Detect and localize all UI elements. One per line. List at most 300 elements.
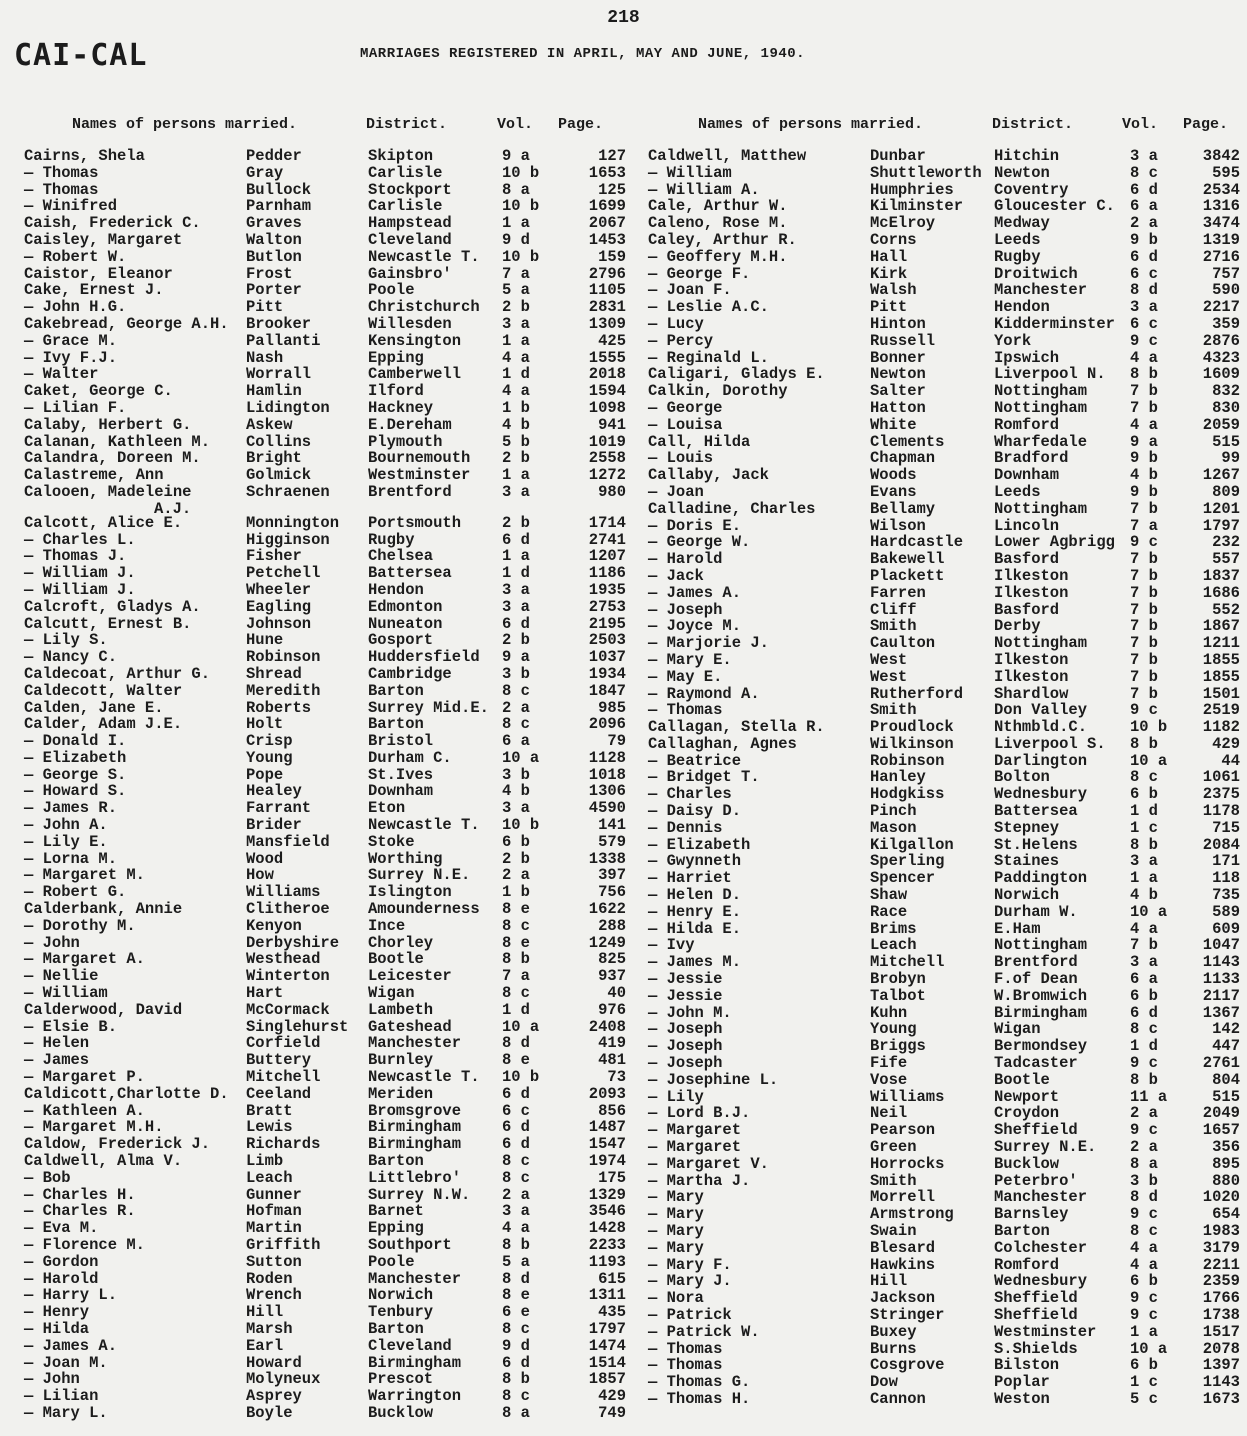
district-name: Wigan [994, 1020, 1041, 1039]
spouse-surname: Mitchell [870, 953, 945, 972]
person-name: Calandra, Doreen M. [24, 449, 201, 468]
register-entry [648, 1324, 1247, 1341]
spouse-surname: Morrell [870, 1188, 936, 1207]
register-entry [648, 1089, 1247, 1106]
register-entry [24, 215, 624, 232]
spouse-surname: Bright [246, 449, 302, 468]
page-ref: 985 [598, 698, 626, 717]
register-entry [24, 316, 624, 333]
volume: 3 b [502, 664, 530, 683]
person-name: — Dorothy M. [24, 916, 136, 935]
district-name: Meriden [368, 1084, 434, 1103]
district-name: Peterbro' [994, 1171, 1078, 1190]
person-name: — Joyce M. [648, 617, 742, 636]
spouse-surname: Buttery [246, 1051, 312, 1070]
district-header: District. [992, 116, 1074, 133]
volume: 7 b [1130, 550, 1158, 569]
page-ref: 1686 [1202, 583, 1240, 602]
page-ref: 1306 [588, 782, 626, 801]
district-name: Kensington [368, 331, 462, 350]
page-ref: 1766 [1202, 1289, 1240, 1308]
volume: 8 e [502, 1051, 530, 1070]
district-name: Wednesbury [994, 1272, 1088, 1291]
volume: 8 c [1130, 1222, 1158, 1240]
spouse-surname: Wilson [870, 516, 926, 535]
volume: 8 c [502, 715, 530, 734]
person-name: Calcroft, Gladys A. [24, 597, 201, 616]
volume: 6 d [502, 1118, 530, 1137]
person-name: — Thomas J. [24, 547, 127, 566]
district-name: Portsmouth [368, 513, 462, 532]
register-entry [648, 266, 1247, 283]
register-entry [24, 683, 624, 700]
spouse-surname: Higginson [246, 530, 330, 549]
district-name: Leicester [368, 967, 452, 986]
district-name: Edmonton [368, 597, 443, 616]
district-name: Amounderness [368, 900, 480, 919]
volume: 6 c [502, 1101, 530, 1120]
spouse-surname: Chapman [870, 449, 936, 468]
spouse-surname: Shread [246, 664, 302, 683]
volume: 6 c [1130, 264, 1158, 283]
volume: 7 b [1130, 617, 1158, 636]
volume: 9 c [1130, 1289, 1158, 1308]
register-entry [24, 767, 624, 784]
district-name: Weston [994, 1389, 1050, 1408]
district-header: District. [366, 116, 448, 133]
district-name: Newport [994, 1087, 1060, 1106]
vol-header: Vol. [497, 116, 534, 133]
register-entry [648, 786, 1247, 803]
district-name: Lower Agbrigg [994, 533, 1115, 552]
spouse-surname: Lewis [246, 1118, 293, 1137]
district-name: Wigan [368, 984, 415, 1003]
person-name: — Eva M. [24, 1219, 99, 1238]
district-name: Leeds [994, 230, 1041, 249]
volume: 10 a [1130, 1339, 1168, 1358]
volume: 4 a [1130, 348, 1158, 367]
spouse-surname: Briggs [870, 1037, 926, 1056]
person-name: — Kathleen A. [24, 1101, 145, 1120]
district-name: Carlisle [368, 197, 443, 216]
spouse-surname: Hune [246, 631, 284, 650]
register-entry [648, 299, 1247, 316]
spouse-surname: Pinch [870, 802, 917, 821]
district-name: Darlington [994, 751, 1088, 770]
register-entry [24, 750, 624, 767]
person-name: — Thomas G. [648, 1373, 751, 1392]
register-entry [24, 548, 624, 565]
spouse-surname: Williams [870, 1087, 945, 1106]
volume: 5 a [502, 1252, 530, 1271]
person-name: — Nora [648, 1289, 704, 1308]
person-name: — Martha J. [648, 1171, 751, 1190]
page-ref: 2117 [1202, 986, 1240, 1005]
spouse-surname: Evans [870, 482, 917, 501]
page-ref: 980 [598, 482, 626, 501]
volume: 7 b [1130, 684, 1158, 703]
person-name: — Raymond A. [648, 684, 760, 703]
register-entry [648, 282, 1247, 299]
page-ref: 1657 [1202, 1121, 1240, 1140]
register-entry [24, 800, 624, 817]
volume: 4 b [1130, 886, 1158, 905]
spouse-surname: Hatton [870, 398, 926, 417]
register-entry [648, 669, 1247, 686]
person-name: — Winifred [24, 197, 118, 216]
person-name: — Jack [648, 566, 704, 585]
page-ref: 1019 [588, 432, 626, 451]
volume: 8 d [1130, 1188, 1158, 1207]
district-name: Cleveland [368, 230, 452, 249]
spouse-surname: Earl [246, 1336, 284, 1355]
person-name: Caistor, Eleanor [24, 264, 173, 283]
person-name: — James A. [648, 583, 742, 602]
spouse-surname: Salter [870, 382, 926, 401]
district-name: Ilkeston [994, 667, 1069, 686]
register-entry [24, 901, 624, 918]
register-entry [24, 232, 624, 249]
person-name: Calcott, Alice E. [24, 513, 183, 532]
spouse-surname: Woods [870, 466, 917, 485]
person-name: — Henry E. [648, 902, 742, 921]
person-name: — Louis [648, 449, 714, 468]
page-ref: 2408 [588, 1017, 626, 1036]
spouse-surname: Hanley [870, 768, 926, 787]
district-name: Poole [368, 281, 415, 300]
page-ref: 1699 [588, 197, 626, 216]
register-entry [24, 985, 624, 1002]
register-entry [648, 820, 1247, 837]
district-name: Skipton [368, 147, 434, 165]
spouse-surname: Griffith [246, 1236, 321, 1254]
register-entry [648, 971, 1247, 988]
register-entry [648, 1240, 1247, 1257]
page-header: Page. [1183, 116, 1229, 133]
person-name: Call, Hilda [648, 432, 751, 451]
register-entry [648, 1341, 1247, 1358]
spouse-surname: Kenyon [246, 916, 302, 935]
volume: 5 c [1130, 1389, 1158, 1408]
spouse-surname: Farren [870, 583, 926, 602]
district-name: Nuneaton [368, 614, 443, 633]
district-name: F.of Dean [994, 970, 1078, 989]
volume: 6 d [1130, 1003, 1158, 1022]
register-entry [24, 266, 624, 283]
register-entry [24, 1002, 624, 1019]
district-name: Barton [368, 681, 424, 700]
volume: 3 a [502, 799, 530, 818]
spouse-surname: Green [870, 1138, 917, 1157]
person-name: Cake, Ernest J. [24, 281, 164, 300]
person-name: — Helen D. [648, 886, 742, 905]
page-ref: 1855 [1202, 650, 1240, 669]
page-ref: 1133 [1202, 970, 1240, 989]
district-name: Epping [368, 1219, 424, 1238]
register-entry [648, 1189, 1247, 1206]
district-name: Bucklow [368, 1403, 434, 1422]
page-ref: 941 [598, 415, 626, 434]
district-name: Nottingham [994, 634, 1088, 653]
spouse-surname: Monnington [246, 513, 340, 532]
district-name: Birmingham [368, 1353, 462, 1372]
district-name: Hitchin [994, 147, 1060, 165]
register-entry [24, 1035, 624, 1052]
person-name: — Florence M. [24, 1236, 145, 1254]
volume: 8 e [502, 933, 530, 952]
district-name: Ilkeston [994, 566, 1069, 585]
person-name: — George [648, 398, 723, 417]
district-name: Newcastle T. [368, 816, 480, 835]
person-name: — Margaret M.H. [24, 1118, 164, 1137]
person-name: — Robert W. [24, 247, 127, 266]
register-entry [648, 736, 1247, 753]
person-name: — Thomas [648, 1356, 723, 1375]
district-name: Cambridge [368, 664, 452, 683]
district-name: Romford [994, 1255, 1060, 1274]
volume: 1 b [502, 398, 530, 417]
person-name: — Josephine L. [648, 1070, 779, 1089]
person-name: Caldow, Frederick J. [24, 1135, 211, 1154]
register-entry [24, 532, 624, 549]
spouse-surname: Walsh [870, 281, 917, 300]
person-name: — Margaret V. [648, 1154, 769, 1173]
register-entry [24, 1271, 624, 1288]
spouse-surname: Pearson [870, 1121, 936, 1140]
volume: 2 a [1130, 214, 1158, 233]
register-entry [24, 198, 624, 215]
volume: 10 a [502, 1017, 540, 1036]
spouse-surname: Corns [870, 230, 917, 249]
volume: 8 a [502, 1403, 530, 1422]
district-name: Stockport [368, 180, 452, 199]
page-ref: 1338 [588, 849, 626, 868]
volume: 8 b [1130, 1070, 1158, 1089]
register-entry [648, 534, 1247, 551]
district-name: Battersea [368, 564, 452, 583]
page-ref: 127 [598, 147, 626, 165]
person-name: Calaby, Herbert G. [24, 415, 192, 434]
district-name: Barton [368, 1152, 424, 1171]
district-name: Birmingham [368, 1118, 462, 1137]
spouse-surname: Hawkins [870, 1255, 936, 1274]
spouse-surname: Race [870, 902, 908, 921]
person-name: — Harriet [648, 869, 732, 888]
page-ref: 595 [1212, 163, 1240, 182]
spouse-surname: Richards [246, 1135, 321, 1154]
register-entry [648, 1055, 1247, 1072]
register-entry [648, 551, 1247, 568]
page-ref: 895 [1212, 1154, 1240, 1173]
spouse-surname: Proudlock [870, 718, 954, 737]
person-name: — Joseph [648, 1037, 723, 1056]
page-ref: 1272 [588, 466, 626, 485]
spouse-surname: Nash [246, 348, 284, 367]
register-entry [24, 1119, 624, 1136]
spouse-surname: Burns [870, 1339, 917, 1358]
district-name: Bilston [994, 1356, 1060, 1375]
register-entry [24, 1371, 624, 1388]
person-name: — Thomas [648, 1339, 723, 1358]
page-ref: 447 [1212, 1037, 1240, 1056]
spouse-surname: Shuttleworth [870, 163, 982, 182]
volume: 9 c [1130, 1121, 1158, 1140]
district-name: Poole [368, 1252, 415, 1271]
spouse-surname: Humphries [870, 180, 954, 199]
person-name: — Daisy D. [648, 802, 742, 821]
district-name: Gosport [368, 631, 434, 650]
register-entry [648, 702, 1247, 719]
register-entry [648, 148, 1247, 165]
register-entry [648, 1374, 1247, 1391]
district-name: Manchester [368, 1034, 462, 1053]
register-entry [24, 1338, 624, 1355]
person-name: — Robert G. [24, 883, 127, 902]
volume: 8 b [502, 1370, 530, 1389]
volume: 3 a [502, 314, 530, 333]
district-name: Birmingham [994, 1003, 1088, 1022]
page-ref: 2534 [1202, 180, 1240, 199]
person-name: — Walter [24, 365, 99, 384]
volume: 4 b [502, 415, 530, 434]
register-entry [24, 1187, 624, 1204]
district-name: Tadcaster [994, 1054, 1078, 1073]
volume: 1 d [1130, 802, 1158, 821]
volume: 9 b [1130, 449, 1158, 468]
spouse-surname: Graves [246, 214, 302, 233]
spouse-surname: Wrench [246, 1286, 302, 1305]
spouse-surname: Bratt [246, 1101, 293, 1120]
register-entry [24, 1254, 624, 1271]
page-ref: 552 [1212, 600, 1240, 619]
spouse-surname: Pedder [246, 147, 302, 165]
register-entry [24, 299, 624, 316]
person-name: — James M. [648, 953, 742, 972]
spouse-surname: Newton [870, 365, 926, 384]
page-ref: 1653 [588, 163, 626, 182]
spouse-surname: Hill [246, 1303, 284, 1322]
volume: 2 b [502, 631, 530, 650]
page-ref: 2876 [1202, 331, 1240, 350]
page-ref: 715 [1212, 818, 1240, 837]
page-ref: 125 [598, 180, 626, 199]
spouse-surname: Jackson [870, 1289, 936, 1308]
register-entry [24, 1052, 624, 1069]
person-name: — Joan F. [648, 281, 732, 300]
volume: 2 b [502, 849, 530, 868]
spouse-surname: Brobyn [870, 970, 926, 989]
volume: 8 a [1130, 1154, 1158, 1173]
spouse-surname: Schraenen [246, 482, 330, 501]
page-ref: 2761 [1202, 1054, 1240, 1073]
district-name: Poplar [994, 1373, 1050, 1392]
page-ref: 1397 [1202, 1356, 1240, 1375]
register-entry [24, 1170, 624, 1187]
page-ref: 1182 [1202, 718, 1240, 737]
spouse-surname: Robinson [870, 751, 945, 770]
person-name: — Beatrice [648, 751, 742, 770]
page-ref: 232 [1212, 533, 1240, 552]
spouse-surname: Frost [246, 264, 293, 283]
register-entry [648, 518, 1247, 535]
district-name: St.Helens [994, 835, 1078, 854]
register-entry [24, 182, 624, 199]
volume: 6 d [1130, 180, 1158, 199]
page-ref: 2067 [588, 214, 626, 233]
page-ref: 589 [1212, 902, 1240, 921]
district-name: Brentford [994, 953, 1078, 972]
page-ref: 804 [1212, 1070, 1240, 1089]
district-name: Derby [994, 617, 1041, 636]
spouse-surname: Limb [246, 1152, 284, 1171]
district-name: Barton [994, 1222, 1050, 1240]
spouse-surname: Farrant [246, 799, 312, 818]
page-ref: 1128 [588, 748, 626, 767]
person-name: — Charles H. [24, 1185, 136, 1204]
spouse-surname: Winterton [246, 967, 330, 986]
person-name: — Margaret [648, 1121, 742, 1140]
spouse-surname: Horrocks [870, 1154, 945, 1173]
register-entry [24, 783, 624, 800]
page-ref: 2059 [1202, 415, 1240, 434]
spouse-surname: Wheeler [246, 580, 312, 599]
register-entry [648, 887, 1247, 904]
district-name: Manchester [994, 281, 1088, 300]
register-entry [24, 148, 624, 165]
register-entry [648, 383, 1247, 400]
register-entry [24, 951, 624, 968]
register-entry [24, 565, 624, 582]
page-ref: 2503 [588, 631, 626, 650]
person-name: — Charles L. [24, 530, 136, 549]
page-ref: 1501 [1202, 684, 1240, 703]
page-number: 218 [607, 8, 640, 28]
register-entry [648, 1290, 1247, 1307]
volume: 9 c [1130, 1305, 1158, 1324]
person-name: — Lilian F. [24, 398, 127, 417]
register-entry [648, 686, 1247, 703]
volume: 10 a [1130, 902, 1168, 921]
volume: 2 a [502, 698, 530, 717]
district-name: Lincoln [994, 516, 1060, 535]
spouse-surname: Walton [246, 230, 302, 249]
spouse-surname: Spencer [870, 869, 936, 888]
volume: 9 c [1130, 331, 1158, 350]
person-name: — Jessie [648, 970, 723, 989]
volume: 4 a [502, 1219, 530, 1238]
register-entry [24, 165, 624, 182]
spouse-surname: Williams [246, 883, 321, 902]
page-ref: 429 [1212, 734, 1240, 753]
page-ref: 1837 [1202, 566, 1240, 585]
register-entry [24, 383, 624, 400]
person-name: — Hilda [24, 1319, 90, 1338]
person-name: — Elizabeth [24, 748, 127, 767]
district-name: Coventry [994, 180, 1069, 199]
person-name: — Joseph [648, 1054, 723, 1073]
volume: 1 d [502, 365, 530, 384]
volume: 6 b [1130, 986, 1158, 1005]
person-name: — Hilda E. [648, 919, 742, 938]
spouse-surname: Leach [246, 1168, 293, 1187]
district-name: Downham [368, 782, 434, 801]
person-name: — Bob [24, 1168, 71, 1187]
district-name: Warrington [368, 1387, 462, 1406]
page-ref: 2211 [1202, 1255, 1240, 1274]
person-name: Caligari, Gladys E. [648, 365, 825, 384]
volume: 3 a [502, 482, 530, 501]
district-name: Basford [994, 600, 1060, 619]
